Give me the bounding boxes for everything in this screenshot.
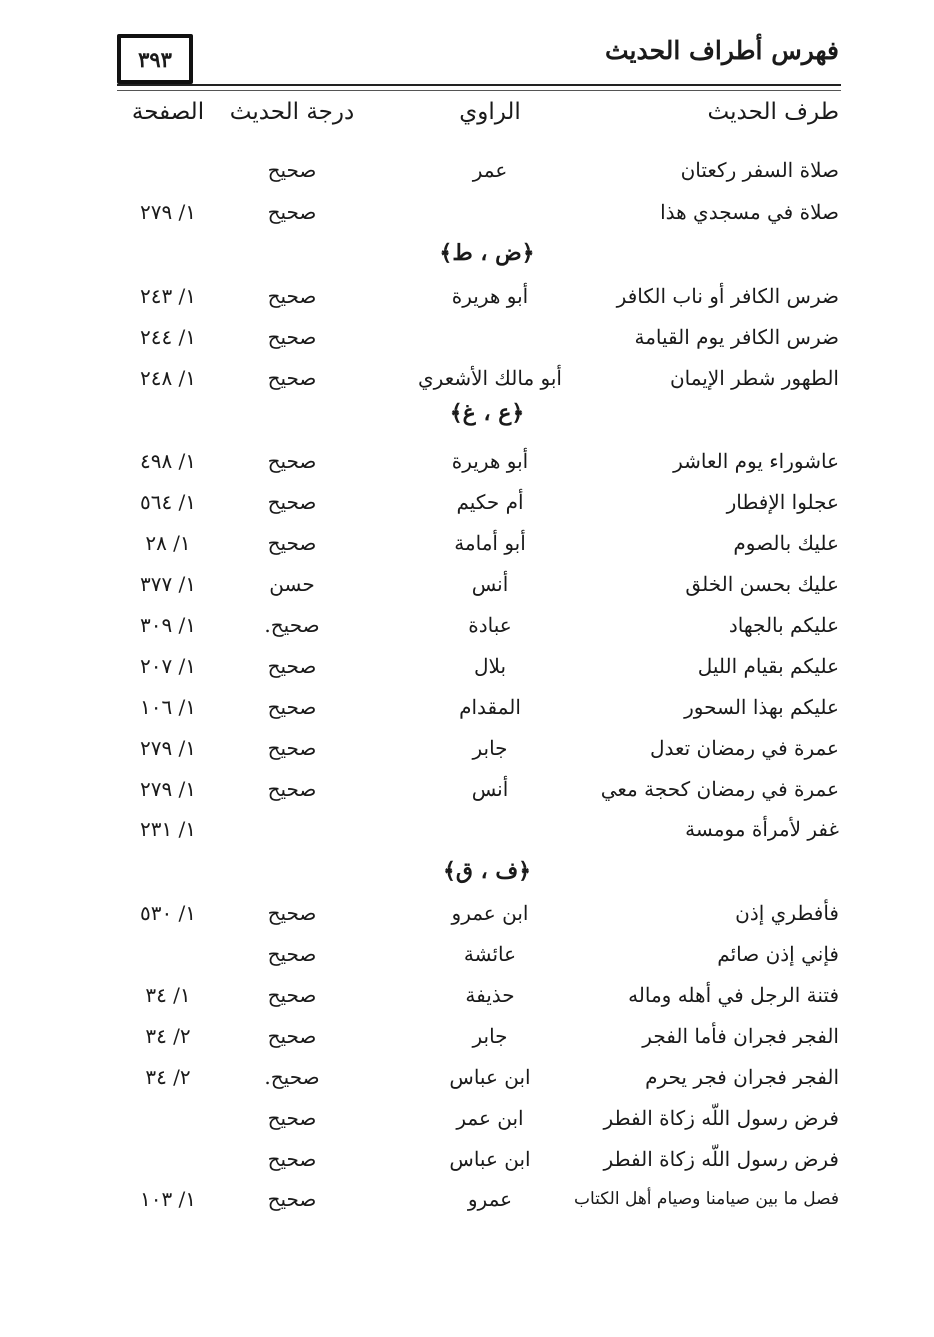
table-row bbox=[0, 693, 934, 725]
hadith-text: غفر لأمرأة مومسة bbox=[685, 817, 839, 841]
hadith-text: فصل ما بين صيامنا وصيام أهل الكتاب bbox=[573, 1189, 839, 1209]
section-heading-ain-ghain: ﴿ع ، غ﴾ bbox=[449, 400, 525, 426]
hadith-text: عمرة في رمضان كحجة معي bbox=[600, 777, 839, 801]
hadith-text: فإني إذن صائم bbox=[717, 942, 839, 966]
page-ref: ١/ ١٠٦ bbox=[139, 695, 197, 719]
hadith-text: فتنة الرجل في أهله وماله bbox=[628, 983, 839, 1007]
table-row bbox=[0, 611, 934, 643]
narrator: أبو هريرة bbox=[451, 284, 529, 308]
page-number-box bbox=[117, 34, 193, 84]
table-row bbox=[0, 364, 934, 396]
narrator: أبو مالك الأشعري bbox=[418, 366, 562, 390]
grade: صحيح bbox=[267, 490, 317, 514]
page-ref: ١/ ٢٣١ bbox=[139, 817, 197, 841]
page-ref: ١/ ٢٧٩ bbox=[139, 777, 197, 801]
grade: حسن bbox=[269, 572, 315, 596]
table-row bbox=[0, 815, 934, 847]
page-ref: ١/ ٢٤٨ bbox=[139, 366, 197, 390]
page-ref: ١/ ١٠٣ bbox=[139, 1187, 197, 1211]
grade: صحيح bbox=[267, 1024, 317, 1048]
page-ref: ٢/ ٣٤ bbox=[145, 1024, 191, 1048]
grade: صحيح bbox=[267, 901, 317, 925]
table-row bbox=[0, 899, 934, 931]
table-row bbox=[0, 488, 934, 520]
table-row bbox=[0, 940, 934, 972]
narrator: جابر bbox=[472, 1024, 508, 1048]
narrator: ابن عمر bbox=[456, 1106, 524, 1130]
hadith-text: الطهور شطر الإيمان bbox=[669, 366, 839, 390]
header-divider bbox=[117, 84, 841, 91]
narrator: أبو هريرة bbox=[451, 449, 529, 473]
page-ref: ١/ ٣٤ bbox=[145, 983, 191, 1007]
section-heading-dad-ta: ﴿ض ، ط﴾ bbox=[439, 240, 535, 266]
grade: صحيح bbox=[267, 654, 317, 678]
grade: صحيح bbox=[267, 200, 317, 224]
narrator: أنس bbox=[471, 572, 509, 596]
hadith-text: عاشوراء يوم العاشر bbox=[673, 449, 839, 473]
hadith-text: الفجر فجران فأما الفجر bbox=[642, 1024, 839, 1048]
hadith-text: الفجر فجران فجر يحرم bbox=[645, 1065, 839, 1089]
page-ref: ١/ ٢٤٤ bbox=[139, 325, 197, 349]
grade: صحيح bbox=[267, 366, 317, 390]
hadith-text: عليكم بقيام الليل bbox=[697, 654, 839, 678]
grade: صحيح bbox=[267, 325, 317, 349]
hadith-text: عليك بالصوم bbox=[733, 531, 839, 555]
table-row bbox=[0, 1185, 934, 1217]
hadith-text: صلاة السفر ركعتان bbox=[680, 158, 839, 182]
page-ref: ١/ ٢٠٧ bbox=[139, 654, 197, 678]
hadith-text: فرض رسول اللّه زكاة الفطر bbox=[603, 1147, 839, 1171]
grade: صحيح. bbox=[264, 1065, 320, 1089]
narrator: أبو أمامة bbox=[454, 531, 526, 555]
page-ref: ١/ ٢٧٩ bbox=[139, 736, 197, 760]
hadith-text: عمرة في رمضان تعدل bbox=[649, 736, 839, 760]
page-number: ٣٩٣ bbox=[138, 46, 172, 72]
table-row bbox=[0, 447, 934, 479]
grade: صحيح bbox=[267, 284, 317, 308]
hadith-text: ضرس الكافر يوم القيامة bbox=[634, 325, 839, 349]
table-row bbox=[0, 570, 934, 602]
page-ref: ٢/ ٣٤ bbox=[145, 1065, 191, 1089]
table-row bbox=[0, 529, 934, 561]
grade: صحيح bbox=[267, 736, 317, 760]
narrator: حذيفة bbox=[465, 983, 515, 1007]
table-row bbox=[0, 156, 934, 188]
grade: صحيح bbox=[267, 1147, 317, 1171]
page-ref: ١/ ٢٧٩ bbox=[139, 200, 197, 224]
narrator: ابن عباس bbox=[449, 1147, 531, 1171]
hadith-text: ضرس الكافر أو ناب الكافر bbox=[616, 284, 839, 308]
page-ref: ١/ ٢٨ bbox=[145, 531, 191, 555]
hadith-text: عجلوا الإفطار bbox=[726, 490, 839, 514]
grade: صحيح bbox=[267, 158, 317, 182]
narrator: عمرو bbox=[467, 1187, 513, 1211]
narrator: عبادة bbox=[468, 613, 512, 637]
page-ref: ١/ ٥٣٠ bbox=[139, 901, 197, 925]
narrator: جابر bbox=[472, 736, 508, 760]
hadith-text: فرض رسول اللّه زكاة الفطر bbox=[603, 1106, 839, 1130]
narrator: أم حكيم bbox=[456, 490, 524, 514]
grade: صحيح bbox=[267, 531, 317, 555]
page-ref: ١/ ٥٦٤ bbox=[139, 490, 197, 514]
hadith-text: صلاة في مسجدي هذا bbox=[660, 200, 839, 224]
section-heading-fa-qaf: ﴿ف ، ق﴾ bbox=[442, 858, 532, 884]
table-row bbox=[0, 1104, 934, 1136]
grade: صحيح bbox=[267, 449, 317, 473]
table-row bbox=[0, 734, 934, 766]
column-header-grade: درجة الحديث bbox=[229, 99, 355, 125]
table-row bbox=[0, 652, 934, 684]
hadith-text: عليكم بالجهاد bbox=[728, 613, 839, 637]
table-row bbox=[0, 323, 934, 355]
page-title: فهرس أطراف الحديث bbox=[604, 36, 839, 65]
table-row bbox=[0, 981, 934, 1013]
narrator: بلال bbox=[473, 654, 507, 678]
grade: صحيح bbox=[267, 983, 317, 1007]
column-headers bbox=[0, 98, 934, 132]
column-header-narrator: الراوي bbox=[459, 99, 521, 125]
table-row bbox=[0, 282, 934, 314]
narrator: المقدام bbox=[459, 695, 521, 719]
narrator: أنس bbox=[471, 777, 509, 801]
column-header-hadith: طرف الحديث bbox=[707, 99, 839, 125]
hadith-text: فأفطري إذن bbox=[735, 901, 839, 925]
table-row bbox=[0, 775, 934, 807]
grade: صحيح bbox=[267, 777, 317, 801]
page-ref: ١/ ٣٠٩ bbox=[139, 613, 197, 637]
page-ref: ١/ ٣٧٧ bbox=[139, 572, 197, 596]
page-ref: ١/ ٤٩٨ bbox=[139, 449, 197, 473]
narrator: عائشة bbox=[463, 942, 517, 966]
narrator: ابن عمرو bbox=[451, 901, 529, 925]
table-row bbox=[0, 1063, 934, 1095]
hadith-text: عليك بحسن الخلق bbox=[685, 572, 839, 596]
hadith-text: عليكم بهذا السحور bbox=[684, 695, 839, 719]
grade: صحيح. bbox=[264, 613, 320, 637]
grade: صحيح bbox=[267, 1187, 317, 1211]
narrator: عمر bbox=[472, 158, 508, 182]
grade: صحيح bbox=[267, 1106, 317, 1130]
column-header-page: الصفحة bbox=[131, 99, 205, 125]
grade: صحيح bbox=[267, 942, 317, 966]
table-row bbox=[0, 198, 934, 230]
table-row bbox=[0, 1145, 934, 1177]
page-ref: ١/ ٢٤٣ bbox=[139, 284, 197, 308]
narrator: ابن عباس bbox=[449, 1065, 531, 1089]
grade: صحيح bbox=[267, 695, 317, 719]
table-row bbox=[0, 1022, 934, 1054]
